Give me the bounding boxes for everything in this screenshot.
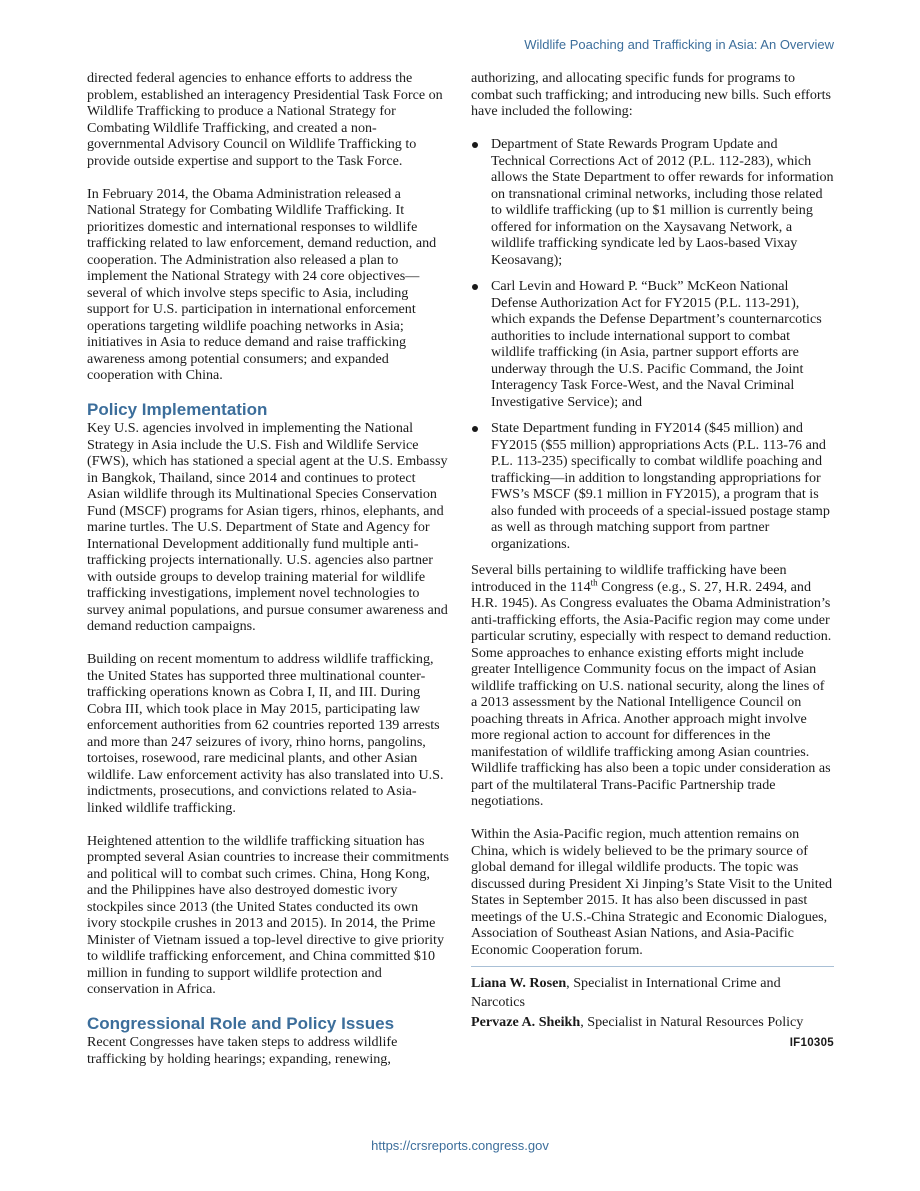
paragraph: Building on recent momentum to address wildlife trafficking, the United States has supported three multinational counter-trafficking operations known as Cobra I, II, and III. During Cobra III, which took place in May 2015, participating law enforcement authorities from 62 countries reported 139 arrests and more than 247 seizures of ivory, rhino horns, pangolins, tortoises, rosewood, rare medicinal plants, and other Asian wildlife. Law enforcement activity has also translated into U.S. indictments, prosecutions, and convictions related to Asia-linked wildlife trafficking. xyxy=(87,651,444,816)
paragraph-text: Several bills pertaining to wildlife trafficking have been introduced in the 114 xyxy=(471,562,787,595)
bullet-icon xyxy=(472,142,478,148)
document-id: IF10305 xyxy=(789,1036,834,1049)
superscript: th xyxy=(590,576,598,587)
bullet-icon xyxy=(472,284,478,290)
author-name: Liana W. Rosen xyxy=(471,975,567,991)
paragraph xyxy=(471,562,834,810)
author-line xyxy=(471,974,834,1011)
footer-link[interactable]: https://crsreports.congress.gov xyxy=(371,1138,549,1153)
paragraph: authorizing, and allocating specific funds for programs to combat such trafficking; and introducing new bills. Such efforts have included the following: xyxy=(471,70,831,119)
paragraph: Within the Asia-Pacific region, much attention remains on China, which is widely believed to be the primary source of global demand for illegal wildlife products. The topic was discussed during President Xi Jinping’s State Visit to the United States in September 2015. It has also been discussed in past meetings of the U.S.-China Strategic and Economic Dialogues, Association of Southeast Asian Nations, and Asia-Pacific Economic Cooperation forum. xyxy=(471,826,833,958)
paragraph: Heightened attention to the wildlife trafficking situation has prompted several Asian countries to increase their commitments and political will to combat such crimes. China, Hong Kong, and the Philippines have also destroyed domestic ivory stockpiles since 2013 (the United States conducted its own ivory stockpile crushes in 2013 and 2015). In 2014, the Prime Minister of Vietnam issued a top-level directive to give priority to wildlife trafficking enforcement, and China committed $10 million in funding to support wildlife protection and conservation in Africa. xyxy=(87,832,450,997)
list-item xyxy=(471,136,834,268)
section-heading-congressional-role: Congressional Role and Policy Issues xyxy=(87,1014,395,1033)
author-line xyxy=(471,1013,834,1032)
left-column xyxy=(87,70,450,1067)
author-name: Pervaze A. Sheikh xyxy=(471,1014,581,1030)
list-item-text: State Department funding in FY2014 ($45 million) and FY2015 ($55 million) appropriations Acts (P.L. 113-76 and P.L. 113-235) specifically to combat wildlife poaching and trafficking—in addition to longstanding appropriations for FWS’s MSCF ($9.1 million in FY2015), a program that is also funded with proceeds of a special-issued postage stamp as well as through matching support from partner organizations. xyxy=(491,420,830,552)
paragraph-text: Congress (e.g., S. 27, H.R. 2494, and H.R. 1945). As Congress evaluates the Obama Administration’s anti-trafficking efforts, the Asia-Pacific region may come under particular scrutiny, especially with respect to demand reduction. Some approaches to enhance existing efforts might include greater Intelligence Community focus on the impact of Asian wildlife trafficking on U.S. national security, along the lines of a 2013 assessment by the National Intelligence Council on poaching threats in Africa. Another approach might involve more regional action to account for differences in the manifestation of wildlife trafficking among Asian countries. Wildlife trafficking has also been a topic under consideration as part of the multilateral Trans-Pacific Partnership trade negotiations. xyxy=(471,578,832,809)
section-heading-policy-implementation: Policy Implementation xyxy=(87,400,268,419)
right-column xyxy=(471,70,834,1051)
list-item xyxy=(471,278,834,410)
divider xyxy=(471,966,834,967)
list-item-text: Department of State Rewards Program Update and Technical Corrections Act of 2012 (P.L. 112-283), which allows the State Department to offer rewards for information on transnational criminal networks, including those related to wildlife trafficking (up to $1 million is currently being offered for information on the Xaysavang Network, a wildlife trafficking syndicate led by Laos-based Vixay Keosavang); xyxy=(491,136,834,268)
list-item xyxy=(471,420,834,552)
bullet-list xyxy=(471,136,834,552)
list-item-text: Carl Levin and Howard P. “Buck” McKeon National Defense Authorization Act for FY2015 (P.L. 113-291), which expands the Defense Department’s counternarcotics authorities to include international support to combat wildlife trafficking (in Asia, partner support efforts are underway through the U.S. Pacific Command, the Joint Interagency Task Force-West, and the Naval Criminal Investigative Service); and xyxy=(491,278,822,410)
running-header: Wildlife Poaching and Trafficking in Asia: An Overview xyxy=(524,37,834,52)
paragraph: Key U.S. agencies involved in implementing the National Strategy in Asia include the U.S. Fish and Wildlife Service (FWS), which has stationed a special agent at the U.S. Embassy in Bangkok, Thailand, since 2014 and continues to protect Asian wildlife through its Multinational Species Conservation Fund (MSCF) programs for Asian tigers, rhinos, elephants, and marine turtles. The U.S. Department of State and Agency for International Development additionally fund multiple anti-trafficking projects internationally. U.S. agencies also partner with outside groups to develop training material for wildlife trafficking investigations, implement novel technologies to survey animal populations, and pursue consumer awareness and demand reduction campaigns. xyxy=(87,420,448,634)
paragraph: directed federal agencies to enhance efforts to address the problem, established an interagency Presidential Task Force on Wildlife Trafficking to produce a National Strategy for Combating Wildlife Trafficking, and created a non-governmental Advisory Council on Wildlife Trafficking to provide outside expertise and support to the Task Force. xyxy=(87,70,443,169)
author-role: , Specialist in Natural Resources Policy xyxy=(580,1014,804,1030)
paragraph: In February 2014, the Obama Administration released a National Strategy for Combating Wildlife Trafficking. It prioritizes domestic and international responses to wildlife trafficking related to law enforcement, demand reduction, and cooperation. The Administration also released a plan to implement the National Strategy with 24 core objectives—several of which involve steps specific to Asia, including support for U.S. participation in international enforcement operations targeting wildlife poaching networks in Asia; initiatives in Asia to reduce demand and raise trafficking awareness among potential consumers; and expanded cooperation with China. xyxy=(87,185,437,383)
bullet-icon xyxy=(472,426,478,432)
author-role: , Specialist in International Crime and Narcotics xyxy=(471,975,781,1010)
paragraph: Recent Congresses have taken steps to address wildlife trafficking by holding hearings; expanding, renewing, xyxy=(87,1034,398,1067)
